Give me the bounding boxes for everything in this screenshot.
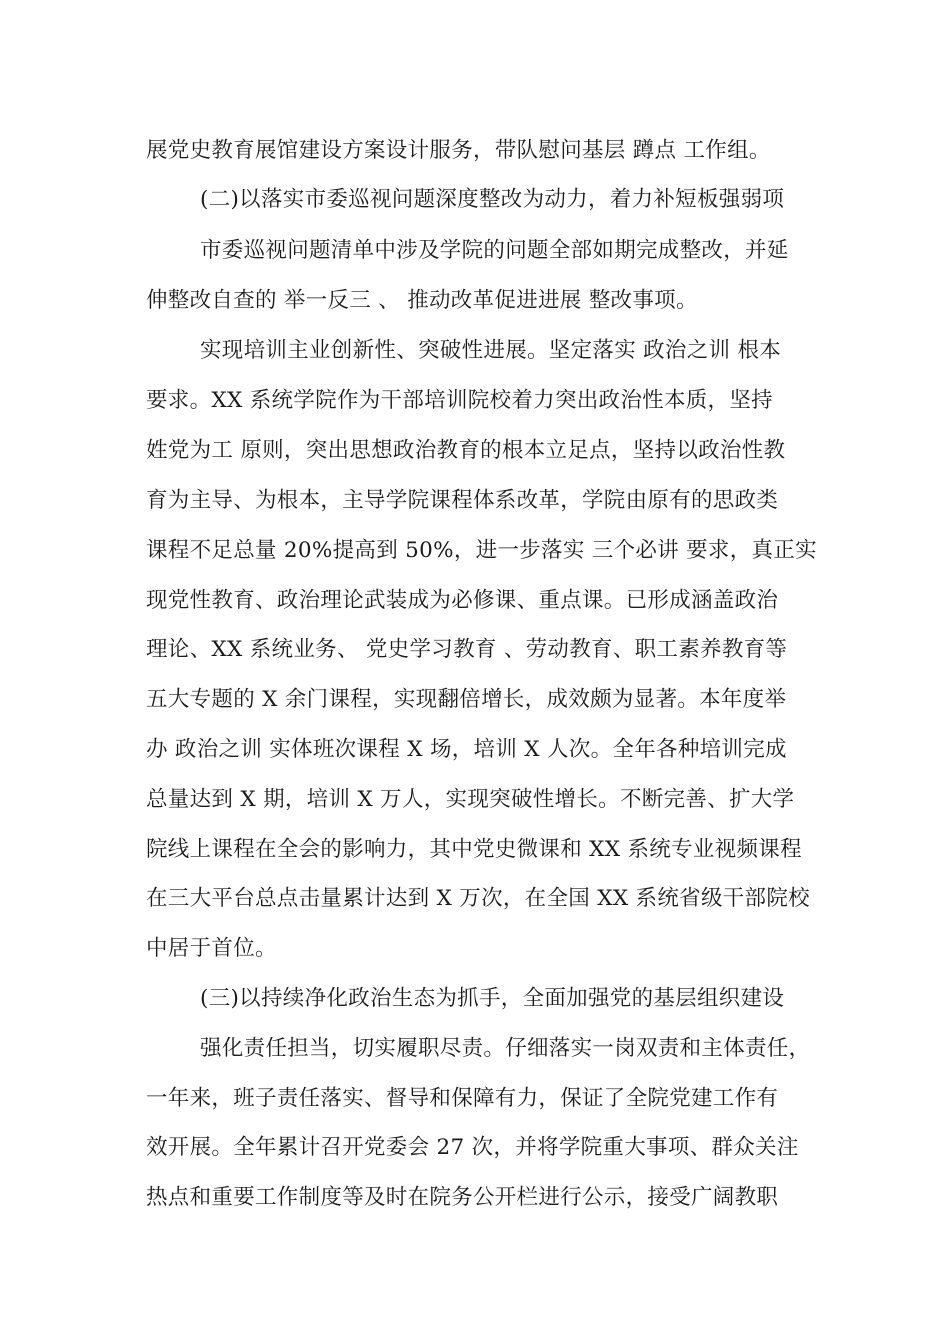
paragraph-line: 强化责任担当，切实履职尽责。仔细落实一岗双责和主体责任， bbox=[200, 1036, 811, 1061]
paragraph-line: 理论、XX 系统业务、 党史学习教育 、劳动教育、职工素养教育等 bbox=[146, 637, 788, 662]
paragraph-line: 姓党为工 原则，突出思想政治教育的根本立足点，坚持以政治性教 bbox=[146, 438, 786, 463]
paragraph-line: 展党史教育展馆建设方案设计服务，带队慰问基层 蹲点 工作组。 bbox=[146, 138, 771, 163]
paragraph-line: 院线上课程在全会的影响力，其中党史微课和 XX 系统专业视频课程 bbox=[146, 837, 802, 862]
paragraph-line: 办 政治之训 实体班次课程 X 场，培训 X 人次。全年各种培训完成 bbox=[146, 737, 787, 762]
paragraph-line: 一年来，班子责任落实、督导和保障有力，保证了全院党建工作有 bbox=[146, 1086, 779, 1111]
section-heading: (三)以持续净化政治生态为抓手，全面加强党的基层组织建设 bbox=[200, 986, 785, 1011]
section-heading: (二)以落实市委巡视问题深度整改为动力，着力补短板强弱项 bbox=[200, 187, 785, 212]
paragraph-line: 育为主导、为根本，主导学院课程体系改革，学院由原有的思政类 bbox=[146, 488, 779, 513]
paragraph-line: 效开展。全年累计召开党委会 27 次，并将学院重大事项、群众关注 bbox=[146, 1135, 799, 1160]
paragraph-line: 伸整改自查的 举一反三 、 推动改革促进进展 整改事项。 bbox=[146, 288, 698, 313]
paragraph-line: 五大专题的 X 余门课程，实现翻倍增长，成效颇为显著。本年度举 bbox=[146, 687, 787, 712]
paragraph-line: 现党性教育、政治理论武装成为必修课、重点课。已形成涵盖政治 bbox=[146, 588, 779, 613]
paragraph-line: 总量达到 X 期，培训 X 万人，实现突破性增长。不断完善、扩大学 bbox=[146, 787, 795, 812]
paragraph-line: 热点和重要工作制度等及时在院务公开栏进行公示，接受广阔教职 bbox=[146, 1185, 779, 1210]
paragraph-line: 市委巡视问题清单中涉及学院的问题全部如期完成整改，并延 bbox=[200, 238, 789, 263]
paragraph-line: 要求。XX 系统学院作为干部培训院校着力突出政治性本质，坚持 bbox=[146, 388, 773, 413]
paragraph-line: 在三大平台总点击量累计达到 X 万次，在全国 XX 系统省级干部院校 bbox=[146, 886, 810, 911]
paragraph-line: 实现培训主业创新性、突破性进展。坚定落实 政治之训 根本 bbox=[200, 338, 782, 363]
paragraph-line: 课程不足总量 20%提高到 50%，进一步落实 三个必讲 要求，真正实 bbox=[146, 538, 817, 563]
paragraph-line: 中居于首位。 bbox=[146, 936, 277, 961]
